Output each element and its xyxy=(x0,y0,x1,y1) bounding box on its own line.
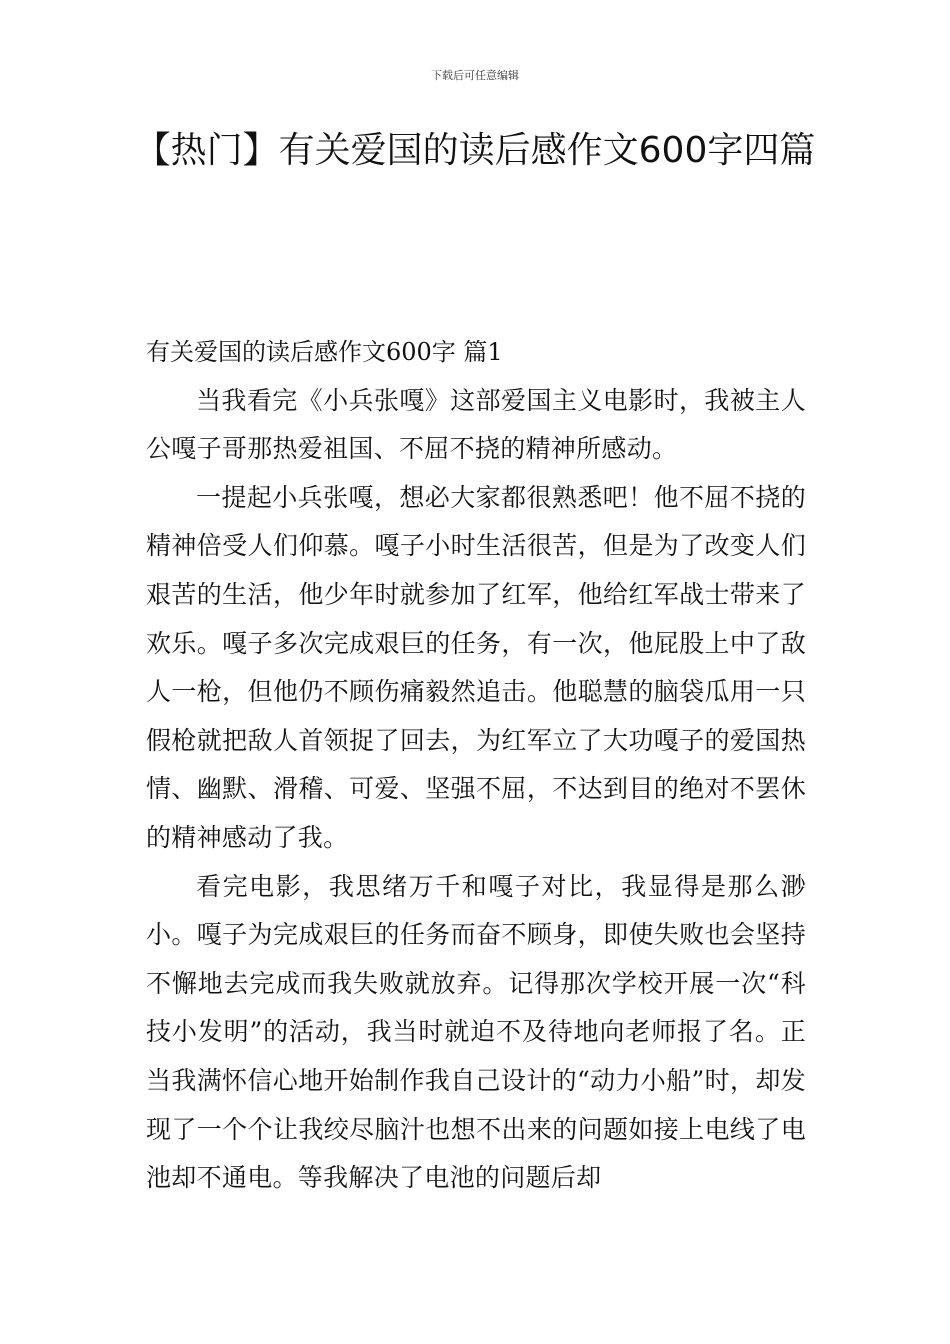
header-note: 下载后可任意编辑 xyxy=(431,69,519,82)
paragraph: 当我看完《小兵张嘎》这部爱国主义电影时，我被主人公嘎子哥那热爱祖国、不屈不挠的精神所感动。 xyxy=(146,385,806,464)
paragraph: 看完电影，我思绪万千和嘎子对比，我显得是那么渺小。嘎子为完成艰巨的任务而奋不顾身，即使失败也会坚持不懈地去完成而我失败就放弃。记得那次学校开展一次“科技小发明”的活动，我当时就迫不及待地向老师报了名。正当我满怀信心地开始制作我自己设计的“动力小船”时，却发现了一个个让我绞尽脑汁也想不出来的问题如接上电线了电池却不通电。等我解决了电池的问题后却 xyxy=(146,871,806,1193)
document-body xyxy=(146,328,806,1203)
document-title: 【热门】有关爱国的读后感作文600字四篇 xyxy=(134,130,816,171)
paragraph: 一提起小兵张嘎，想必大家都很熟悉吧！他不屈不挠的精神倍受人们仰慕。嘎子小时生活很苦，但是为了改变人们艰苦的生活，他少年时就参加了红军，他给红军战士带来了欢乐。嘎子多次完成艰巨的任务，有一次，他屁股上中了敌人一枪，但他仍不顾伤痛毅然追击。他聪慧的脑袋瓜用一只假枪就把敌人首领捉了回去，为红军立了大功嘎子的爱国热情、幽默、滑稽、可爱、坚强不屈，不达到目的绝对不罢休的精神感动了我。 xyxy=(146,482,806,852)
section-heading: 有关爱国的读后感作文600字 篇1 xyxy=(146,338,503,366)
